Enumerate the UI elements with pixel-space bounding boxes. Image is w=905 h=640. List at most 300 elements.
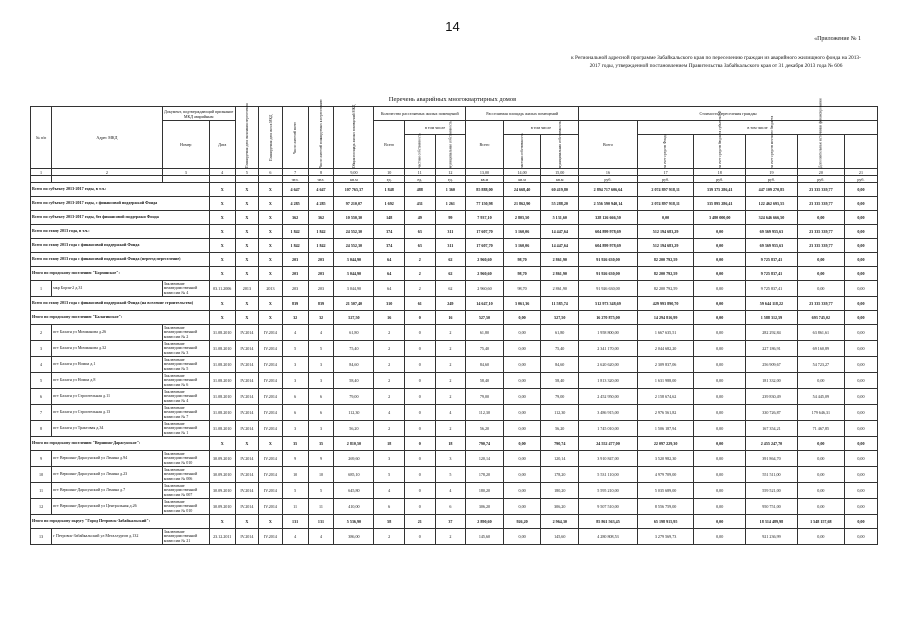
table-cell: 0,00 [797,437,844,451]
table-cell: 31.08.2010 [209,405,235,421]
table-cell: 2 [404,267,435,281]
table-cell: IV.2014 [259,483,283,499]
table-cell: X [259,239,283,253]
table-cell: 32 [282,311,308,325]
table-cell: 112,30 [466,405,504,421]
table-row [31,529,878,545]
unit-cell [31,176,52,183]
table-cell: 21 [404,515,435,529]
table-cell: 2 309 837,06 [637,357,693,373]
table-cell: 37 [435,515,466,529]
table-cell: IV.2014 [235,499,259,515]
table-cell: 3 160,06 [503,239,541,253]
table-cell: 330 726,87 [746,405,798,421]
table-cell: IV.2014 [259,421,283,437]
table-cell: 60 419,80 [541,183,579,197]
table-cell: 6 [435,499,466,515]
table-cell: 75,40 [466,341,504,357]
table-cell: 58,40 [334,373,374,389]
row-number: 9 [31,451,52,467]
table-cell: 0,00 [503,405,541,421]
table-cell: 181 332,00 [746,373,798,389]
table-cell: 6 [282,389,308,405]
table-cell: 4 [308,529,334,545]
table-cell: 0,00 [503,437,541,451]
table-cell: 6 [308,405,334,421]
table-cell: 3 061,36 [503,297,541,311]
table-cell: 4 [435,483,466,499]
table-cell: 0 [404,499,435,515]
table-cell: 4 647 [308,183,334,197]
table-cell: 61,80 [466,325,504,341]
summary-label: Итого по городскому поселению "Балагинское": [31,311,210,325]
table-cell: 790,74 [541,437,579,451]
table-cell: 3 044,90 [334,281,374,297]
table-cell: 0,00 [694,267,746,281]
table-cell: 0,00 [694,373,746,389]
table-cell: 30.09.2010 [209,499,235,515]
table-cell: 63 [404,225,435,239]
table-cell: 5 [282,341,308,357]
header-area-incl: в том числе [503,121,578,135]
house-address: пгт Вершино-Дарасунский ул Ленина д.23 [52,467,163,483]
table-cell: 3 [435,451,466,467]
table-cell: 685,10 [334,467,374,483]
table-cell: 64 [374,253,405,267]
row-number: 12 [31,499,52,515]
table-cell: 0,00 [503,311,541,325]
header-doc: Документ, подтверждающий признание МКД аварийным [164,108,234,119]
table-cell: X [235,211,259,225]
table-cell: 0,00 [503,467,541,483]
table-cell: IV.2014 [235,357,259,373]
table-cell: 62 [435,267,466,281]
table-cell: 0,00 [797,467,844,483]
table-cell: 178,20 [541,467,579,483]
table-cell: 0 [404,483,435,499]
table-cell: 0,00 [694,499,746,515]
document-number: Заключение межведомственной комиссии № 21 [162,529,209,545]
table-cell: 1 958 800,00 [579,325,638,341]
table-cell: 31.08.2010 [209,389,235,405]
unit-cell: руб. [746,176,798,183]
table-cell: 84,60 [541,357,579,373]
table-cell: X [235,437,259,451]
house-address: пгт Балагн ул Трактовая д.34 [52,421,163,437]
table-cell: X [209,515,235,529]
table-cell: 4 [282,325,308,341]
table-cell: 6 [374,499,405,515]
table-cell: 180,20 [466,483,504,499]
table-cell: 645,80 [334,483,374,499]
table-cell: 2 620 620,00 [579,357,638,373]
summary-row [31,225,878,239]
table-cell: 335 895 286,41 [694,197,746,211]
table-cell: 0,00 [694,325,746,341]
table-cell: 2 [374,373,405,389]
table-cell: 99 [435,211,466,225]
table-cell: 3 520 982,30 [637,451,693,467]
table-cell: 98,70 [503,253,541,267]
table-cell: 0,00 [844,389,877,405]
row-number: 13 [31,529,52,545]
table-cell: 18 314 489,98 [746,515,798,529]
table-cell: 488 [404,183,435,197]
table-cell: 23.12.2011 [209,529,235,545]
unit-cell: руб. [844,176,877,183]
table-cell: 3 [374,451,405,467]
table-cell: 362 [282,211,308,225]
table-cell: 203 [308,281,334,297]
table-cell: 31.08.2010 [209,341,235,357]
house-address: пгт Вершино-Дарасунский ул Ленина д.7 [52,483,163,499]
table-cell: 178,20 [466,467,504,483]
table-cell: 0,00 [844,267,877,281]
table-cell: 790,74 [466,437,504,451]
column-number: 14,00 [503,169,541,176]
table-cell: 1 745 010,00 [579,421,638,437]
table-cell: 203 [282,281,308,297]
table-cell: 227 186,91 [746,341,798,357]
table-cell: 5 536,90 [334,515,374,529]
table-cell: 5 [308,483,334,499]
table-cell: 0,00 [694,225,746,239]
header-cost-incl: в том числе [637,121,877,135]
header-cost-extra: Дополнительные источники финансирования [797,135,844,169]
table-cell: IV.2014 [235,451,259,467]
table-cell: 0,00 [503,499,541,515]
table-cell: 0,00 [694,357,746,373]
column-number: 13,00 [466,169,504,176]
table-cell: 0,00 [844,253,877,267]
table-cell: 54 445,09 [797,389,844,405]
row-number: 10 [31,467,52,483]
house-address: пгт Балагн ул Номиа д.1 [52,357,163,373]
table-cell: 98,70 [503,267,541,281]
table-cell: 4 [374,483,405,499]
table-cell: 9 725 837,41 [746,281,798,297]
document-number: Заключение межведомственной комиссии № 007 [162,483,209,499]
table-cell: 0,00 [694,421,746,437]
table-cell: 0,00 [503,451,541,467]
house-address: мкр Борзя-2 д.31 [52,281,163,297]
table-cell: 328 126 666,50 [579,211,638,225]
table-cell: 1 842 [282,239,308,253]
table-cell: 0 [404,405,435,421]
table-cell: 30.09.2010 [209,483,235,499]
table-cell: 2 [374,529,405,545]
header-cost-region: за счет средств бюджета субъекта РФ [694,135,746,169]
header-count-total: Всего [374,121,405,169]
header-residents-prog: Число жителей планируемых к переселению [308,107,334,169]
table-cell: 386,00 [334,529,374,545]
house-address: пгт Балагн ул Мичманова д.32 [52,341,163,357]
table-cell: 0,00 [694,451,746,467]
header-address: Адрес МКД [52,107,163,169]
table-cell: 65 198 915,95 [637,515,693,529]
table-cell: 0,00 [694,311,746,325]
header-cost-group: Стоимость переселения граждан [579,107,878,121]
table-cell: 0,00 [797,451,844,467]
table-cell: 2 810,50 [334,437,374,451]
document-number: Заключение межведомственной комиссии № 010 [162,499,209,515]
table-cell: X [259,211,283,225]
table-cell: 3 [308,357,334,373]
table-cell: 32 [308,311,334,325]
table-cell: IV.2014 [259,357,283,373]
appendix-label: «Приложение № 1 [814,36,861,42]
table-cell: 62 [435,281,466,297]
column-number: 15,00 [541,169,579,176]
table-cell: 61 [404,297,435,311]
table-cell: 0,00 [844,297,877,311]
table-cell: 374 [374,225,405,239]
table-cell: 926,20 [503,515,541,529]
table-cell: 145,60 [541,529,579,545]
table-cell: 559 521,00 [746,483,798,499]
table-cell: X [209,197,235,211]
table-cell: 79,00 [541,389,579,405]
unit-cell [259,176,283,183]
table-cell: 1 842 [282,225,308,239]
table-cell: 31.08.2010 [209,421,235,437]
table-cell: 23 335 339,77 [797,225,844,239]
table-cell: 120,14 [541,451,579,467]
unit-cell: руб. [694,176,746,183]
table-cell: 2 044 682,20 [637,341,693,357]
table-cell: 11 585,74 [541,297,579,311]
table-cell: 55 288,20 [541,197,579,211]
table-cell: X [209,437,235,451]
document-number: Заключение межведомственной комиссии № 1 [162,421,209,437]
table-cell: 0,00 [844,211,877,225]
table-cell: 0,00 [797,281,844,297]
summary-row [31,197,878,211]
table-cell: 77 150,98 [466,197,504,211]
table-cell: 6 [308,389,334,405]
house-address: пгт Вершино-Дарасунский ул Ленина д.94 [52,451,163,467]
table-cell: 0,00 [844,437,877,451]
table-cell: 604 899 978,69 [579,225,638,239]
table-cell: 391 864,70 [746,451,798,467]
table-cell: X [259,253,283,267]
table-cell: 0,00 [844,197,877,211]
table-cell: 2 455 247,70 [746,437,798,451]
table-cell: 0,00 [694,467,746,483]
table-cell: 1 261 [435,197,466,211]
table-cell: 0 [404,437,435,451]
table-cell: 22 097 229,30 [637,437,693,451]
table-cell: 282 292,84 [746,325,798,341]
table-cell: X [235,253,259,267]
table-cell: 122 462 695,55 [746,197,798,211]
summary-row [31,267,878,281]
table-cell: 1 813 320,00 [579,373,638,389]
table-cell: 2 [374,357,405,373]
table-cell: X [235,239,259,253]
row-number: 3 [31,341,52,357]
table-cell: 3 [282,421,308,437]
table-row [31,389,878,405]
unit-cell: руб. [797,176,844,183]
table-cell: X [235,197,259,211]
table-cell: 4 285 [282,197,308,211]
table-cell: 18 [435,437,466,451]
table-cell: 5 595 210,00 [579,483,638,499]
table-cell: 0,00 [844,373,877,389]
table-cell: 0,00 [694,405,746,421]
table-cell: 950 751,00 [746,499,798,515]
column-number: 16 [579,169,638,176]
table-cell: 17 607,70 [466,239,504,253]
table-cell: 9 725 837,41 [746,267,798,281]
table-cell: 3 [308,373,334,389]
table-cell: 0,00 [844,499,877,515]
column-number: 5 [235,169,259,176]
table-cell: 35 [282,437,308,451]
column-number: 6 [259,169,283,176]
table-cell: 4 979 709,00 [637,467,693,483]
table-cell: 84,60 [466,357,504,373]
house-address: пгт Балагн ул Строительная д.11 [52,389,163,405]
table-row [31,467,878,483]
table-cell: 63 [404,239,435,253]
table-cell: 10 550,30 [334,211,374,225]
table-cell: 0,00 [844,451,877,467]
table-cell: 0 [404,421,435,437]
table-cell: 0,00 [637,211,693,225]
table-cell: X [209,297,235,311]
table-cell: 839 [282,297,308,311]
table-cell: 512 973 348,69 [579,297,638,311]
unit-cell: чел. [308,176,334,183]
table-cell: 1 631 988,00 [637,373,693,389]
table-cell: 311 [435,225,466,239]
table-cell: 24 552,30 [334,239,374,253]
table-cell: 0,00 [694,281,746,297]
table-cell: 0 [404,357,435,373]
table-cell: IV.2014 [259,405,283,421]
table-cell: 311 [435,239,466,253]
table-cell: 1 667 635,51 [637,325,693,341]
table-cell: 0,00 [797,373,844,389]
table-cell: 0,00 [503,529,541,545]
table-cell: IV.2014 [259,451,283,467]
table-cell: 1 848 [374,183,405,197]
table-cell: IV.2014 [259,373,283,389]
table-cell: 180,20 [541,483,579,499]
table-cell: X [235,297,259,311]
table-cell: 1 842 [308,239,334,253]
column-number: 19 [746,169,798,176]
table-cell: 0,00 [694,437,746,451]
table-cell: 551 511,00 [746,467,798,483]
table-cell: 2 [374,389,405,405]
table-cell: 1 360 [435,183,466,197]
table-cell: X [235,515,259,529]
table-cell: 5 131,60 [541,211,579,225]
header-area-total: Общая площадь жилых помещений МКД [334,107,374,169]
unit-cell: ед. [374,176,405,183]
table-cell: 0,00 [797,253,844,267]
table-cell: 2 158 674,62 [637,389,693,405]
table-cell: 2 [374,421,405,437]
table-cell: 120,14 [466,451,504,467]
summary-label: Итого по городскому округу "Город Петровск-Забайкальский": [31,515,210,529]
document-number: Заключение межведомственной комиссии № 010 [162,451,209,467]
unit-cell: руб. [579,176,638,183]
table-cell: 0,00 [694,515,746,529]
table-cell: X [209,253,235,267]
table-cell: 269,60 [334,451,374,467]
header-count-group: Количество расселяемых жилых помещений [374,107,466,121]
unit-cell: ед. [404,176,435,183]
table-cell: X [209,239,235,253]
table-cell: 7 937,10 [466,211,504,225]
table-cell: IV.2014 [259,325,283,341]
table-cell: 2 960,60 [466,267,504,281]
table-cell: 693 745,02 [797,311,844,325]
table-cell: 256 909,67 [746,357,798,373]
table-cell: 23 335 339,77 [797,297,844,311]
table-cell: X [235,267,259,281]
table-cell: 58,40 [466,373,504,389]
column-number: 4 [209,169,235,176]
table-cell: 56,20 [541,421,579,437]
table-cell: 2 341 170,00 [579,341,638,357]
table-cell: 0,00 [844,225,877,239]
table-cell: X [209,225,235,239]
table-cell: 0,00 [797,499,844,515]
table-cell: 0,00 [844,515,877,529]
table-cell: 1 842 [308,225,334,239]
table-cell: IV.2014 [235,405,259,421]
table-cell: IV.2014 [235,325,259,341]
table-row [31,281,878,297]
table-cell: 0,00 [694,341,746,357]
table-cell: 2 861,90 [541,281,579,297]
table-cell: 17 607,70 [466,225,504,239]
table-cell: 604 899 978,69 [579,239,638,253]
table-cell: X [235,183,259,197]
table-cell: 2 861,90 [541,267,579,281]
table-cell: 107 765,37 [334,183,374,197]
document-number: Заключение межведомственной комиссии № 6 [162,373,209,389]
table-cell: 63 861,61 [797,325,844,341]
table-cell: 0,00 [694,389,746,405]
table-cell: X [259,311,283,325]
table-cell: 2 [404,253,435,267]
table-cell: 374 [374,239,405,253]
table-cell: 4 285 [308,197,334,211]
table-cell: 21 862,90 [503,197,541,211]
table-cell: 82 200 792,59 [637,267,693,281]
table-cell: 14 447,64 [541,225,579,239]
table-row [31,325,878,341]
table-cell: 0,00 [844,183,877,197]
table-cell: 21 507,40 [334,297,374,311]
table-cell: 62 [435,253,466,267]
table-cell: 54 723,27 [797,357,844,373]
document-number: Заключение межведомственной комиссии № 7 [162,405,209,421]
table-cell: 11 [308,499,334,515]
column-number: 11 [404,169,435,176]
table-cell: 306,20 [541,499,579,515]
table-cell: 30.09.2010 [209,467,235,483]
table-cell: 0 [404,467,435,483]
table-cell: 58 [374,515,405,529]
column-number: 20 [797,169,844,176]
